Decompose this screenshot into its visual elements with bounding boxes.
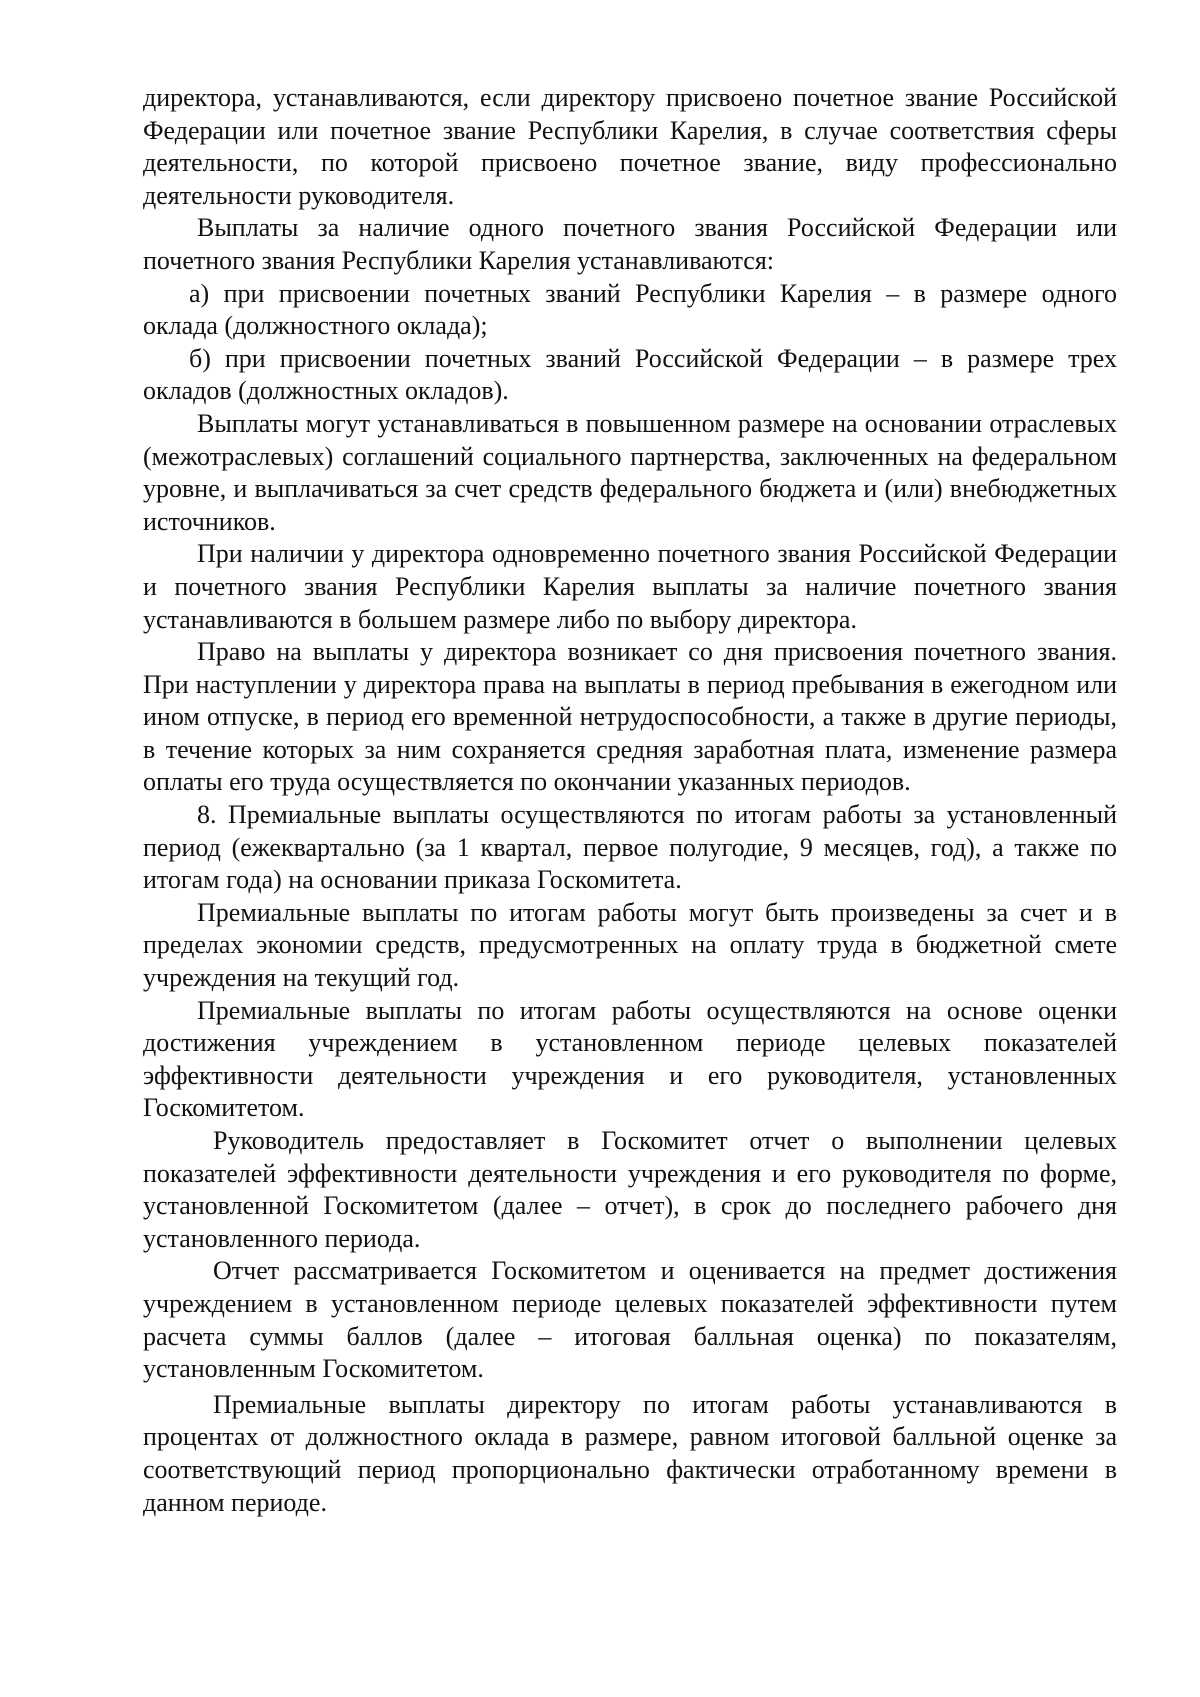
paragraph-increased-payments: Выплаты могут устанавливаться в повышенном размере на основании отраслевых (межотраслевых) соглашений социального партнерства, заключенных на федеральном уровне, и выплачиваться за счет средств федерального бюджета и (или) внебюджетных источников.: [143, 408, 1117, 536]
paragraph-bonus-basis: Премиальные выплаты по итогам работы осуществляются на основе оценки достижения учреждением в установленном периоде целевых показателей эффективности деятельности учреждения и его руководителя, установленных Госкомитетом.: [143, 995, 1117, 1123]
paragraph-right-to-payments: Право на выплаты у директора возникает со дня присвоения почетного звания. При наступлении у директора права на выплаты в период пребывания в ежегодном или ином отпуске, в период его временной нетрудоспособности, а также в другие периоды, в течение которых за ним сохраняется средняя заработная плата, изменение размера оплаты его труда осуществляется по окончании указанных периодов.: [143, 637, 1117, 797]
paragraph-bonus-percent: Премиальные выплаты директору по итогам работы устанавливаются в процентах от должностного оклада в размере, равном итоговой балльной оценке за соответствующий период пропорционально фактически отработанному времени в данном периоде.: [143, 1389, 1117, 1517]
paragraph-item-b: б) при присвоении почетных званий Российской Федерации – в размере трех окладов (должностных окладов).: [143, 343, 1117, 406]
paragraph-payments-single-title: Выплаты за наличие одного почетного звания Российской Федерации или почетного звания Республики Карелия устанавливаются:: [143, 213, 1117, 275]
paragraph-bonus-funding: Премиальные выплаты по итогам работы могут быть произведены за счет и в пределах экономии средств, предусмотренных на оплату труда в бюджетной смете учреждения на текущий год.: [143, 897, 1117, 993]
paragraph-report-evaluation: Отчет рассматривается Госкомитетом и оценивается на предмет достижения учреждением в установленном периоде целевых показателей эффективности путем расчета суммы баллов (далее – итоговая балльная оценка) по показателям, установленным Госкомитетом.: [143, 1256, 1117, 1384]
paragraph-section-8-bonus: 8. Премиальные выплаты осуществляются по итогам работы за установленный период (ежеквартально (за 1 квартал, первое полугодие, 9 месяцев, год), а также по итогам года) на основании приказа Госкомитета.: [143, 800, 1117, 895]
paragraph-two-titles: При наличии у директора одновременно почетного звания Российской Федерации и почетного звания Республики Карелия выплаты за наличие почетного звания устанавливаются в большем размере либо по выбору директора.: [143, 539, 1117, 634]
paragraph-report-submission: Руководитель предоставляет в Госкомитет отчет о выполнении целевых показателей эффективности деятельности учреждения и его руководителя по форме, установленной Госкомитетом (далее – отчет), в срок до последнего рабочего дня установленного периода.: [143, 1126, 1117, 1253]
paragraph-item-a: а) при присвоении почетных званий Республики Карелия – в размере одного оклада (должностного оклада);: [143, 278, 1117, 341]
paragraph-honorary-title-conditions: директора, устанавливаются, если директору присвоено почетное звание Российской Федерации или почетное звание Республики Карелия, в случае соответствия сферы деятельности, по которой присвоено почетное звание, виду профессионально деятельности руководителя.: [143, 83, 1117, 210]
document-page: [143, 82, 1117, 1519]
